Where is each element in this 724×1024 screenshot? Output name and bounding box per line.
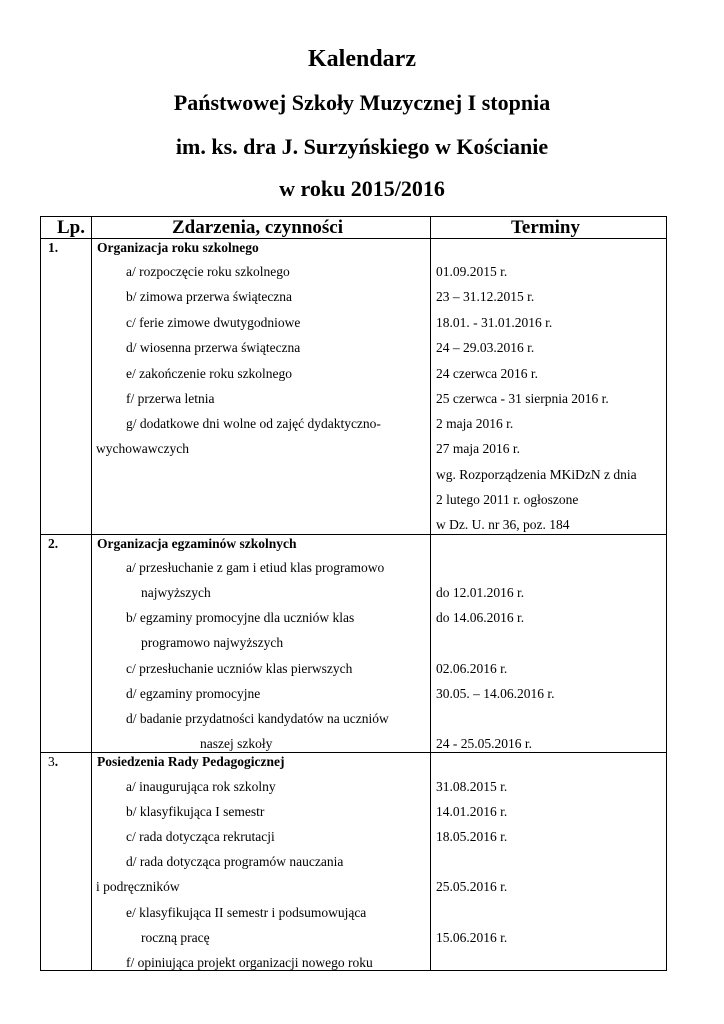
date-value: do 14.06.2016 r. [436, 610, 525, 625]
list-item: c/ ferie zimowe dwutygodniowe [126, 315, 301, 330]
section-3-number-digit: 3 [48, 754, 55, 769]
list-item: naszej szkoły [200, 736, 273, 751]
date-value: 24 – 29.03.2016 r. [436, 340, 535, 355]
header-lp: Lp. [57, 217, 85, 238]
school-year: w roku 2015/2016 [279, 176, 445, 201]
section-2-heading: Organizacja egzaminów szkolnych [97, 536, 297, 551]
row-divider-2 [40, 752, 667, 753]
date-value: 15.06.2016 r. [436, 930, 508, 945]
list-item: e/ zakończenie roku szkolnego [126, 366, 293, 381]
list-item: g/ dodatkowe dni wolne od zajęć dydaktyczno- [126, 416, 381, 431]
date-value: 18.01. - 31.01.2016 r. [436, 315, 553, 330]
list-item: a/ rozpoczęcie roku szkolnego [126, 264, 290, 279]
list-item: a/ inaugurująca rok szkolny [126, 779, 276, 794]
section-3-heading: Posiedzenia Rady Pedagogicznej [97, 754, 285, 769]
list-item: i podręczników [96, 879, 180, 894]
section-1-heading: Organizacja roku szkolnego [97, 240, 259, 255]
list-item: wychowawczych [96, 441, 189, 456]
list-item: c/ przesłuchanie uczniów klas pierwszych [126, 661, 353, 676]
document-title: Kalendarz [308, 46, 416, 72]
list-item: c/ rada dotycząca rekrutacji [126, 829, 275, 844]
table-border-right [666, 216, 667, 971]
list-item: e/ klasyfikująca II semestr i podsumowująca [126, 905, 367, 920]
list-item: najwyższych [141, 585, 211, 600]
date-value: 25 czerwca - 31 sierpnia 2016 r. [436, 391, 609, 406]
list-item: d/ badanie przydatności kandydatów na uczniów [126, 711, 389, 726]
date-value: 23 – 31.12.2015 r. [436, 289, 535, 304]
date-value: do 12.01.2016 r. [436, 585, 525, 600]
header-dates: Terminy [511, 217, 580, 238]
list-item: b/ zimowa przerwa świąteczna [126, 289, 293, 304]
section-3-number [48, 754, 58, 770]
date-value: 24 czerwca 2016 r. [436, 366, 538, 381]
section-3-number-dot: . [54, 754, 59, 769]
list-item: roczną pracę [141, 930, 210, 945]
date-value: 24 - 25.05.2016 r. [436, 736, 532, 751]
legal-note: 2 lutego 2011 r. ogłoszone [436, 492, 579, 507]
date-value: 02.06.2016 r. [436, 661, 508, 676]
list-item: a/ przesłuchanie z gam i etiud klas programowo [126, 560, 385, 575]
column-divider-2 [430, 216, 431, 971]
list-item: d/ egzaminy promocyjne [126, 686, 261, 701]
list-item: d/ rada dotycząca programów nauczania [126, 854, 344, 869]
column-divider-1 [91, 216, 92, 971]
date-value: 27 maja 2016 r. [436, 441, 520, 456]
list-item: b/ klasyfikująca I semestr [126, 804, 265, 819]
list-item: f/ opiniująca projekt organizacji nowego roku [126, 955, 373, 970]
date-value: 18.05.2016 r. [436, 829, 508, 844]
date-value: 31.08.2015 r. [436, 779, 508, 794]
legal-note: w Dz. U. nr 36, poz. 184 [436, 517, 570, 532]
date-value: 14.01.2016 r. [436, 804, 508, 819]
school-name: Państwowej Szkoły Muzycznej I stopnia [173, 90, 551, 115]
legal-note: wg. Rozporządzenia MKiDzN z dnia [436, 467, 637, 482]
school-patron: im. ks. dra J. Surzyńskiego w Kościanie [175, 134, 549, 159]
date-value: 2 maja 2016 r. [436, 416, 514, 431]
list-item: f/ przerwa letnia [126, 391, 215, 406]
date-value: 01.09.2015 r. [436, 264, 508, 279]
row-divider-1 [40, 534, 667, 535]
section-1-number: 1. [48, 240, 59, 255]
section-2-number: 2. [48, 536, 59, 551]
list-item: b/ egzaminy promocyjne dla uczniów klas [126, 610, 355, 625]
table-border-left [40, 216, 41, 971]
list-item: d/ wiosenna przerwa świąteczna [126, 340, 301, 355]
date-value: 25.05.2016 r. [436, 879, 508, 894]
header-events: Zdarzenia, czynności [172, 217, 343, 238]
list-item: programowo najwyższych [141, 635, 284, 650]
date-value: 30.05. – 14.06.2016 r. [436, 686, 555, 701]
